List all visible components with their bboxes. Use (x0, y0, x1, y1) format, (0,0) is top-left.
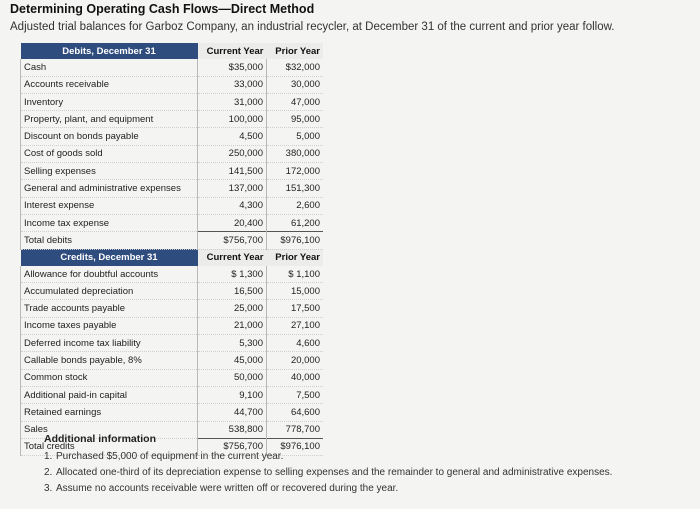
current-year-amount: $756,700 (198, 438, 267, 455)
page-subtitle: Adjusted trial balances for Garboz Company, an industrial recycler, at December 31 of the current and prior year follow. (10, 21, 615, 33)
account-name: Total debits (21, 232, 198, 249)
current-year-amount: 31,000 (198, 93, 267, 110)
page-title: Determining Operating Cash Flows—Direct Method (10, 2, 315, 16)
table-row (21, 317, 324, 334)
current-year-amount: 9,100 (198, 386, 267, 403)
current-year-amount: 45,000 (198, 352, 267, 369)
trial-balance-table (20, 43, 323, 456)
prior-year-amount: 47,000 (267, 93, 324, 110)
table-row (21, 145, 324, 162)
prior-year-amount: 7,500 (267, 386, 324, 403)
prior-year-amount: 778,700 (267, 421, 324, 438)
column-header-current-year: Current Year (198, 43, 267, 59)
table-row (21, 283, 324, 300)
account-name: Allowance for doubtful accounts (21, 266, 198, 283)
additional-info-item: 3. Assume no accounts receivable were written off or recovered during the year. (44, 483, 399, 494)
account-name: General and administrative expenses (21, 180, 198, 197)
account-name: Common stock (21, 369, 198, 386)
prior-year-amount: $32,000 (267, 59, 324, 76)
account-name: Cash (21, 59, 198, 76)
prior-year-amount: 30,000 (267, 76, 324, 93)
table-row (21, 335, 324, 352)
prior-year-amount: 4,600 (267, 335, 324, 352)
account-name: Inventory (21, 93, 198, 110)
table-row (21, 352, 324, 369)
current-year-amount: 25,000 (198, 300, 267, 317)
current-year-amount: 50,000 (198, 369, 267, 386)
prior-year-amount: 64,600 (267, 404, 324, 421)
table-row (21, 404, 324, 421)
prior-year-amount: $ 1,100 (267, 266, 324, 283)
column-header-prior-year: Prior Year (267, 43, 324, 59)
prior-year-amount: $976,100 (267, 232, 324, 249)
prior-year-amount: 20,000 (267, 352, 324, 369)
account-name: Cost of goods sold (21, 145, 198, 162)
prior-year-amount: 17,500 (267, 300, 324, 317)
debits-header-row (21, 43, 324, 59)
table-row (21, 197, 324, 214)
table-row (21, 93, 324, 110)
current-year-amount: 20,400 (198, 214, 267, 231)
current-year-amount: $35,000 (198, 59, 267, 76)
table-row (21, 128, 324, 145)
prior-year-amount: 15,000 (267, 283, 324, 300)
table-row (21, 76, 324, 93)
account-name: Property, plant, and equipment (21, 111, 198, 128)
table-row (21, 163, 324, 180)
current-year-amount: 44,700 (198, 404, 267, 421)
table-row (21, 386, 324, 403)
column-header-prior-year: Prior Year (267, 249, 324, 266)
prior-year-amount: 5,000 (267, 128, 324, 145)
current-year-amount: 538,800 (198, 421, 267, 438)
account-name: Accounts receivable (21, 76, 198, 93)
prior-year-amount: 61,200 (267, 214, 324, 231)
account-name: Sales (21, 421, 198, 438)
table-row (21, 266, 324, 283)
table-row (21, 214, 324, 231)
credits-header-row (21, 249, 324, 266)
prior-year-amount: 95,000 (267, 111, 324, 128)
current-year-amount: $ 1,300 (198, 266, 267, 283)
account-name: Selling expenses (21, 163, 198, 180)
debits-total-row (21, 232, 324, 249)
table-row (21, 111, 324, 128)
prior-year-amount: $976,100 (267, 438, 324, 455)
account-name: Total credits (21, 438, 198, 455)
account-name: Income taxes payable (21, 317, 198, 334)
prior-year-amount: 40,000 (267, 369, 324, 386)
table-row (21, 300, 324, 317)
current-year-amount: $756,700 (198, 232, 267, 249)
current-year-amount: 141,500 (198, 163, 267, 180)
table-row (21, 59, 324, 76)
current-year-amount: 4,500 (198, 128, 267, 145)
current-year-amount: 100,000 (198, 111, 267, 128)
account-name: Accumulated depreciation (21, 283, 198, 300)
column-header-account: Credits, December 31 (21, 249, 198, 266)
column-header-account: Debits, December 31 (21, 43, 198, 59)
prior-year-amount: 151,300 (267, 180, 324, 197)
account-name: Retained earnings (21, 404, 198, 421)
account-name: Additional paid-in capital (21, 386, 198, 403)
prior-year-amount: 380,000 (267, 145, 324, 162)
current-year-amount: 250,000 (198, 145, 267, 162)
column-header-current-year: Current Year (198, 249, 267, 266)
current-year-amount: 5,300 (198, 335, 267, 352)
additional-info-list (44, 449, 612, 497)
prior-year-amount: 172,000 (267, 163, 324, 180)
prior-year-amount: 27,100 (267, 317, 324, 334)
account-name: Trade accounts payable (21, 300, 198, 317)
additional-info-heading: Additional information (44, 433, 156, 445)
table-row (21, 180, 324, 197)
additional-info-item: 2. Allocated one-third of its depreciation expense to selling expenses and the remainder to general and administrative expenses. (44, 467, 613, 478)
current-year-amount: 137,000 (198, 180, 267, 197)
prior-year-amount: 2,600 (267, 197, 324, 214)
additional-info-item: 1. Purchased $5,000 of equipment in the current year. (44, 451, 284, 462)
current-year-amount: 4,300 (198, 197, 267, 214)
table-row (21, 369, 324, 386)
current-year-amount: 21,000 (198, 317, 267, 334)
account-name: Discount on bonds payable (21, 128, 198, 145)
account-name: Interest expense (21, 197, 198, 214)
current-year-amount: 16,500 (198, 283, 267, 300)
account-name: Deferred income tax liability (21, 335, 198, 352)
account-name: Income tax expense (21, 214, 198, 231)
account-name: Callable bonds payable, 8% (21, 352, 198, 369)
current-year-amount: 33,000 (198, 76, 267, 93)
